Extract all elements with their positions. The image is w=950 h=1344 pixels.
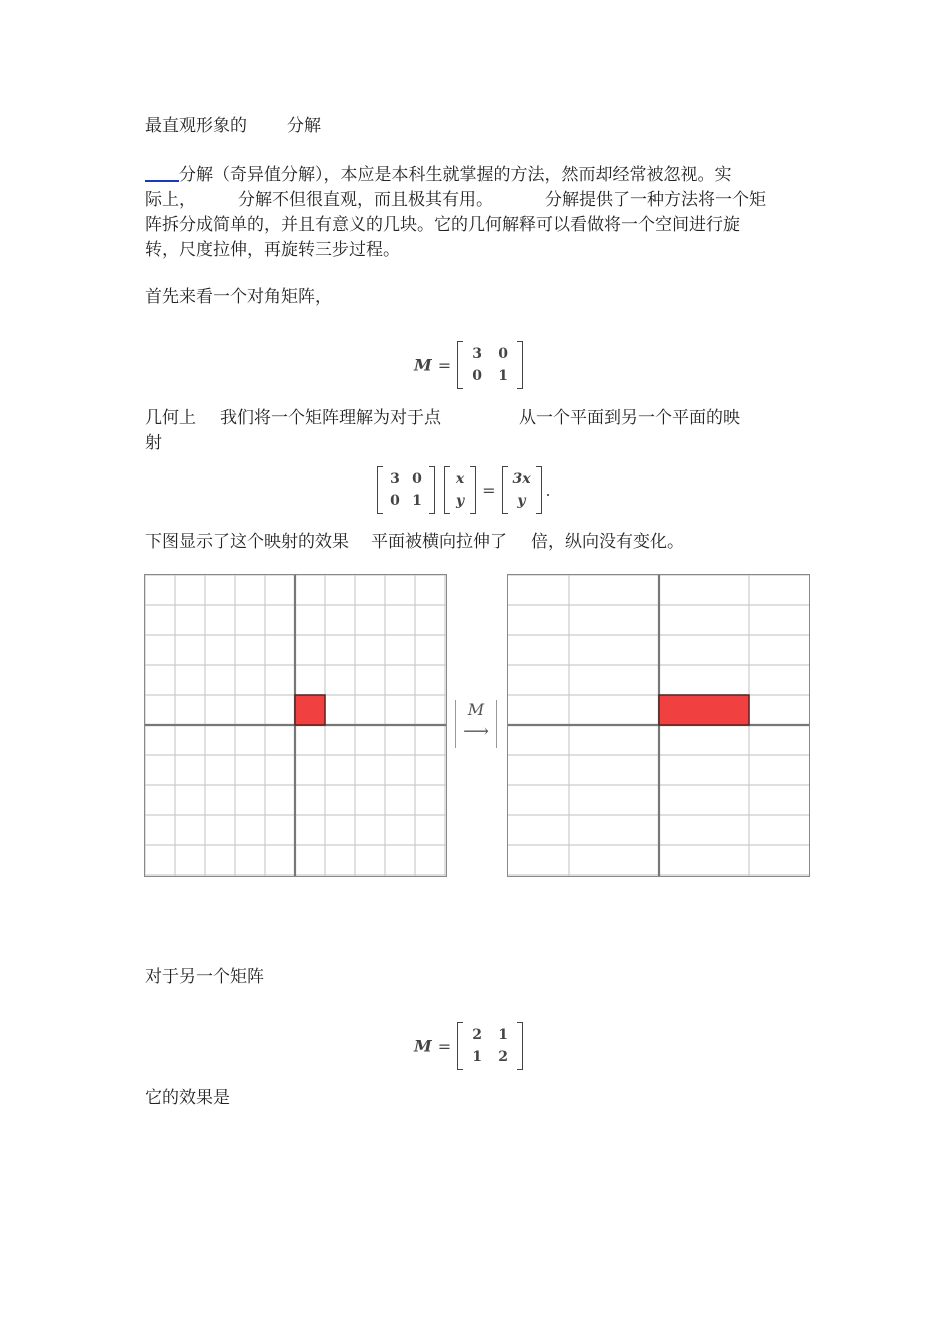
intro-line-3: 阵拆分成简单的，并且有意义的几块。它的几何解释可以看做将一个空间进行旋 — [145, 215, 740, 235]
matrix-1-label: M — [414, 355, 432, 375]
matrix-2-equals: = — [437, 1036, 452, 1056]
geom-part-d: 射 — [145, 433, 162, 453]
intro-line-2b: 分解不但很直观，而且极其有用。 — [238, 190, 493, 210]
intro-line-1: 分解（奇异值分解），本应是本科生就掌握的方法，然而却经常被忽视。实 — [179, 165, 732, 185]
equation-2-period: . — [545, 480, 551, 500]
equation-2-vector — [444, 466, 476, 514]
matrix-2-cell: 2 — [498, 1049, 508, 1065]
equation-2-vector-cell: x — [455, 471, 465, 487]
title-part-2: 分解 — [287, 116, 321, 136]
svd-link[interactable] — [145, 161, 179, 182]
geom-part-c: 从一个平面到另一个平面的映 — [519, 408, 740, 428]
intro-line-2c: 分解提供了一种方法将一个矩 — [545, 190, 766, 210]
mapping-arrow — [455, 700, 497, 748]
matrix-2 — [457, 1022, 523, 1070]
equation-2-vector-cell: y — [456, 493, 465, 509]
matrix-1 — [457, 341, 523, 389]
other-matrix-intro: 对于另一个矩阵 — [145, 967, 264, 987]
matrix-equation-2 — [377, 466, 551, 514]
figure-caption — [145, 530, 684, 555]
matrix-equation-3 — [414, 1022, 523, 1070]
geometric-text — [145, 406, 740, 431]
matrix-1-cell: 0 — [498, 346, 508, 362]
arrow-icon: ⟶ — [463, 721, 489, 742]
intro-line-4: 转，尺度拉伸，再旋转三步过程。 — [145, 240, 400, 260]
equation-2-matrix-cell: 0 — [412, 471, 422, 487]
caption-part-b: 平面被横向拉伸了 — [371, 532, 507, 552]
caption-part-c: 倍，纵向没有变化。 — [531, 532, 684, 552]
geom-part-a: 几何上 — [145, 408, 196, 428]
matrix-1-cell: 1 — [498, 368, 508, 384]
effect-text: 它的效果是 — [145, 1088, 230, 1108]
title-part-1: 最直观形象的 — [145, 116, 247, 136]
caption-part-a: 下图显示了这个映射的效果 — [145, 532, 349, 552]
intro-line-2a: 际上， — [145, 190, 196, 210]
matrix-2-cell: 2 — [472, 1027, 482, 1043]
equation-2-matrix-cell: 1 — [412, 493, 422, 509]
intro-paragraph — [145, 161, 807, 263]
matrix-2-cell: 1 — [498, 1027, 508, 1043]
equation-2-matrix-cell: 3 — [390, 471, 400, 487]
page-title — [145, 114, 321, 139]
geom-part-b: 我们将一个矩阵理解为对于点 — [220, 408, 441, 428]
equation-2-matrix-cell: 0 — [390, 493, 400, 509]
matrix-1-cell: 3 — [472, 346, 482, 362]
equation-2-result-cell: 3x — [512, 471, 531, 487]
original-plane-grid — [144, 574, 447, 877]
arrow-label: M — [467, 700, 485, 719]
matrix-1-cell: 0 — [472, 368, 482, 384]
equation-2-result-cell: y — [517, 493, 526, 509]
matrix-2-label: M — [414, 1036, 432, 1056]
equation-2-equals: = — [482, 480, 496, 500]
unit-square — [295, 695, 325, 725]
matrix-1-equals: = — [437, 355, 452, 375]
equation-2-matrix — [377, 466, 435, 514]
stretched-rectangle — [659, 695, 749, 725]
diagonal-intro: 首先来看一个对角矩阵， — [145, 287, 332, 307]
matrix-2-cell: 1 — [472, 1049, 482, 1065]
equation-2-result — [502, 466, 542, 514]
matrix-equation-1 — [414, 341, 523, 389]
stretched-plane-grid — [507, 574, 810, 877]
